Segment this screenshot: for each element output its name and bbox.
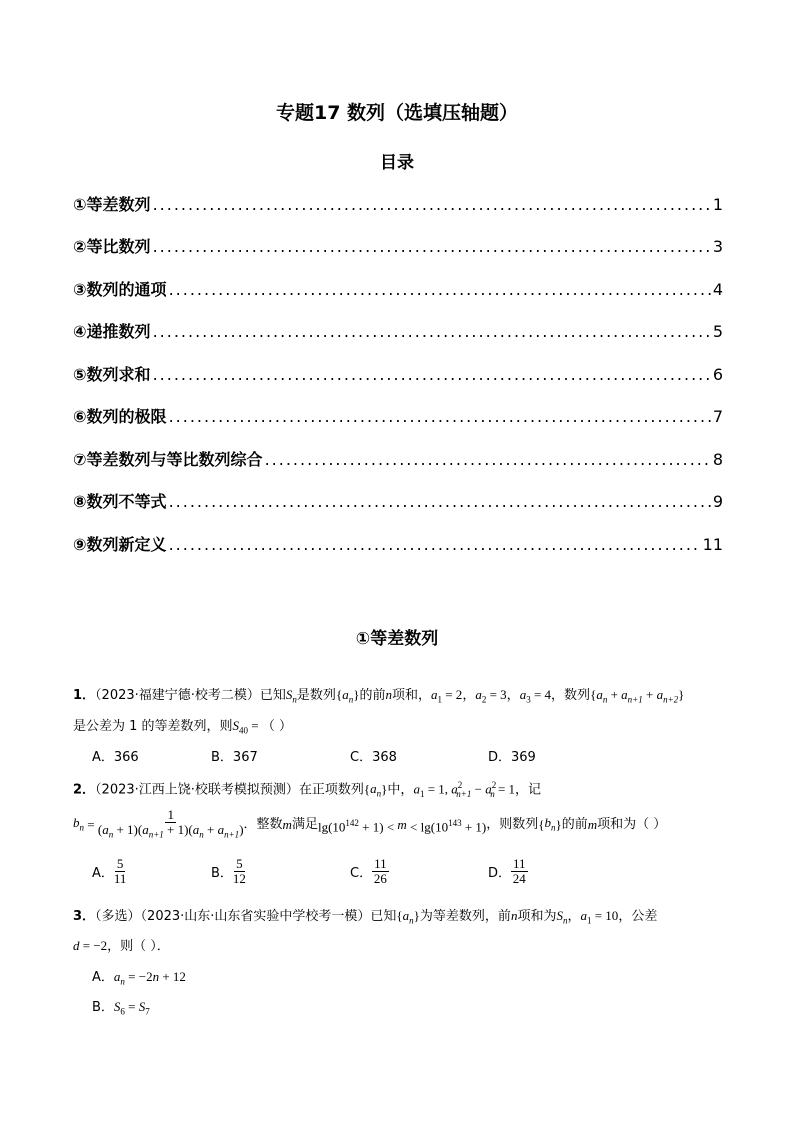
toc-entry[interactable] (73, 319, 723, 342)
option-a[interactable]: A．366 (92, 750, 139, 765)
toc-page: 4 (712, 280, 723, 299)
toc-page: 8 (712, 450, 723, 469)
toc-page: 3 (712, 237, 723, 256)
option-b[interactable]: B．$S_6 = S_7$ (92, 999, 150, 1017)
toc-page: 6 (712, 365, 723, 384)
question-3-line-1: 3．（多选）（2023·山东·山东省实验中学校考一模）已知$\{a_n\}$为等差数列，前n项和为$S_n$，$a_1 = 10$，公差 (73, 908, 658, 926)
toc-page: 1 (712, 195, 723, 214)
toc-label: ⑦等差数列与等比数列综合 (73, 450, 263, 469)
option-a[interactable]: A．$a_n = -2n + 12$ (92, 969, 186, 987)
question-3-line-2: d = −2，则（ ）． (73, 938, 170, 954)
toc-entry[interactable] (73, 489, 723, 512)
toc-label: ②等比数列 (73, 237, 151, 256)
toc-label: ④递推数列 (73, 322, 151, 341)
option-a[interactable]: A． $\frac{5}{11}$ (92, 856, 127, 886)
toc-page: 5 (712, 322, 723, 341)
option-b[interactable]: B．367 (211, 750, 258, 765)
question-1-line-2: 是公差为 1 的等差数列，则$S_{40}$ = （ ） (73, 718, 293, 736)
option-c[interactable]: C．368 (350, 750, 397, 765)
option-b[interactable]: B． $\frac{5}{12}$ (211, 856, 246, 886)
toc-page: 9 (712, 492, 723, 511)
question-1-line-1: 1．（2023·福建宁德·校考二模）已知$S_n$是数列$\{a_n\}$的前n项和，$a_1 = 2$，$a_2 = 3$，$a_3 = 4$，数列$\{a_n + a_{n+1} + a_{n+2}\}$ (73, 687, 685, 705)
option-c[interactable]: C． $\frac{11}{26}$ (350, 856, 387, 886)
section-heading: ①等差数列 (355, 629, 439, 649)
question-2-line-2: $b_n$ = $\frac{1}{(a_n + 1)(a_{n+1} + 1)(a_n + a_{n+1})}$ ．整数 m 满足 $\lg(10^{142} + 1)$ < m < $\lg(10^{143} + 1)$ ，则数列 { $b_n$ } 的前 m 项和为（ ） (73, 807, 667, 840)
toc-page: 7 (712, 407, 723, 426)
toc-heading: 目录 (380, 153, 414, 173)
toc-label: ③数列的通项 (73, 280, 167, 299)
toc-entry[interactable] (73, 532, 723, 555)
toc-label: ⑤数列求和 (73, 365, 151, 384)
toc-entry[interactable] (73, 447, 723, 470)
toc-entry[interactable] (73, 362, 723, 385)
question-2-line-1: 2．（2023·江西上饶·校联考模拟预测）在正项数列$\{a_n\}$中，$a_1 = 1$, $a^2_{n+1} - a^2_n = 1$，记 (73, 780, 542, 799)
option-d[interactable]: D．369 (488, 750, 536, 765)
toc-label: ⑥数列的极限 (73, 407, 167, 426)
toc-entry[interactable] (73, 404, 723, 427)
toc-entry[interactable] (73, 192, 723, 215)
toc-page: 11 (702, 535, 723, 554)
document-title: 专题17 数列（选填压轴题） (275, 102, 519, 124)
option-d[interactable]: D． $\frac{11}{24}$ (488, 856, 526, 886)
toc-label: ⑨数列新定义 (73, 535, 167, 554)
toc-label: ①等差数列 (73, 195, 151, 214)
toc-entry[interactable] (73, 234, 723, 257)
toc-entry[interactable] (73, 277, 723, 300)
toc-label: ⑧数列不等式 (73, 492, 167, 511)
